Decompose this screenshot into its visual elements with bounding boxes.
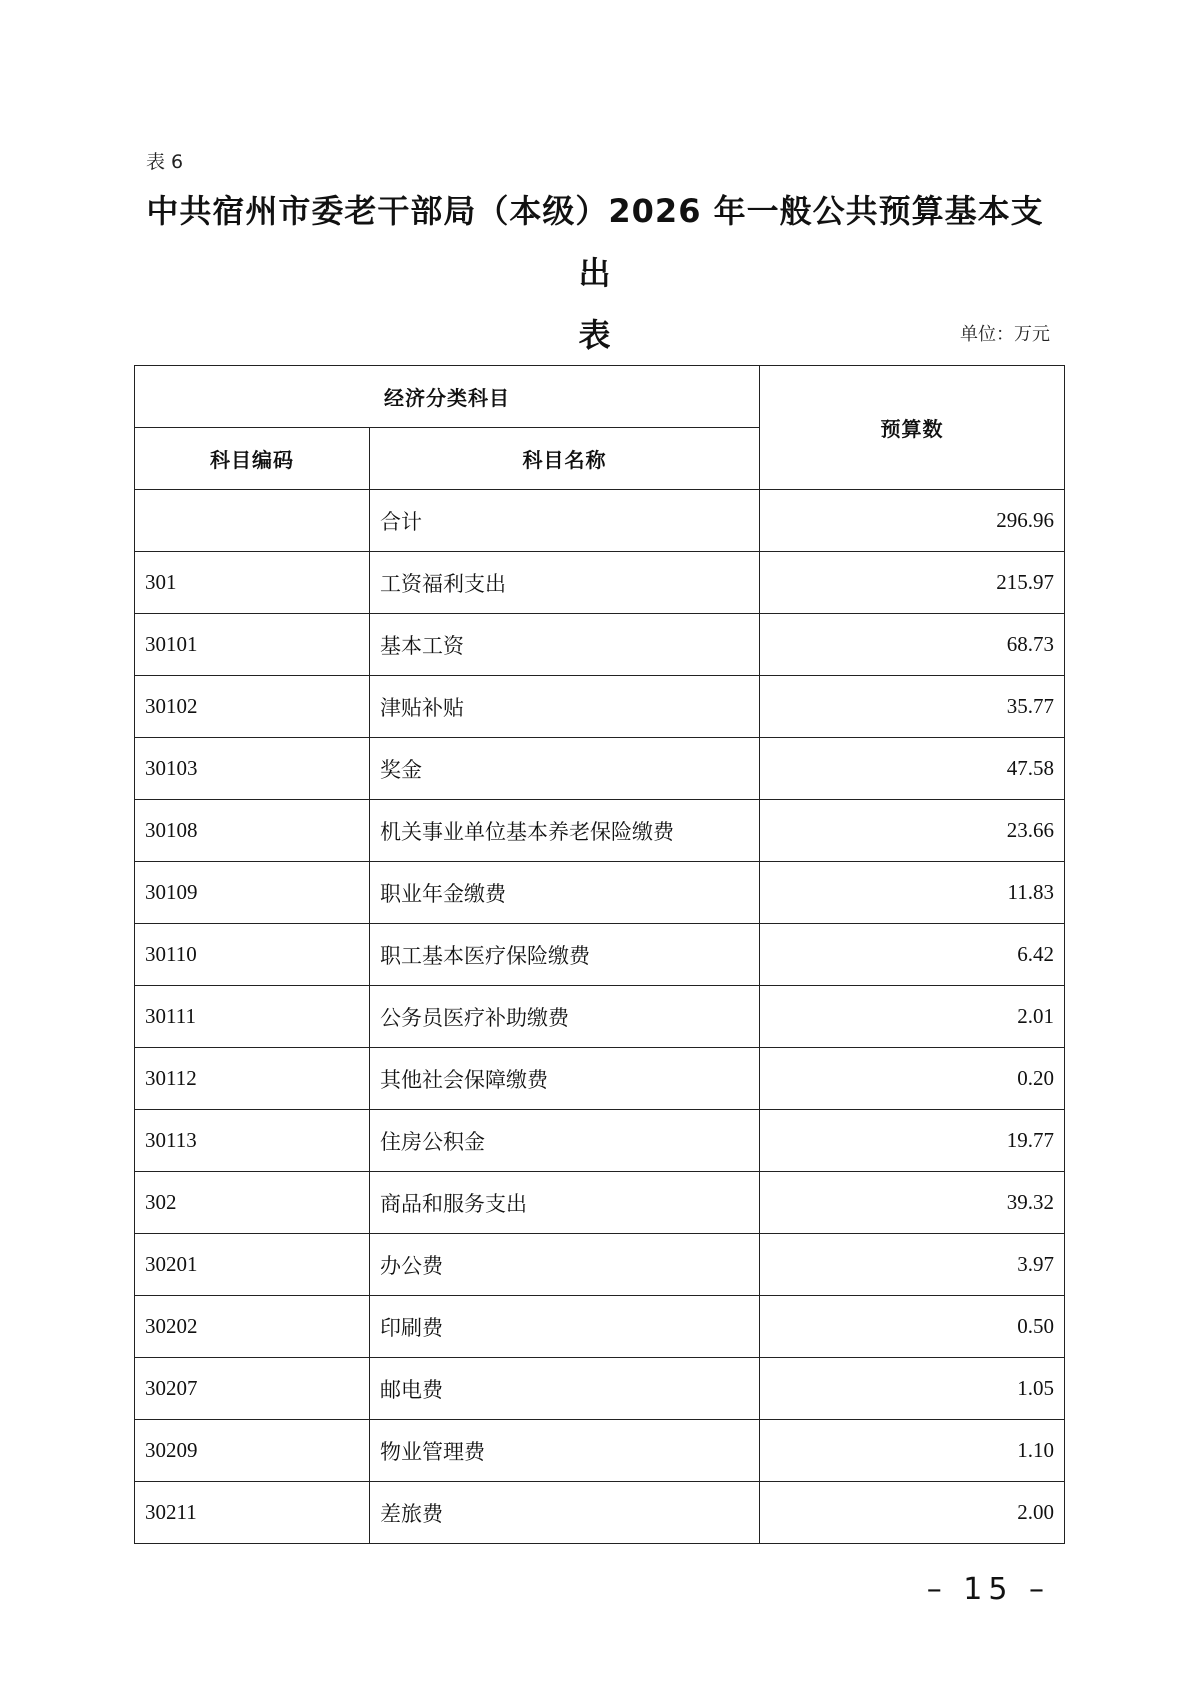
table-row bbox=[135, 1172, 1065, 1234]
table-label: 表 6 bbox=[146, 151, 184, 173]
budget-amount-cell: 215.97 bbox=[760, 552, 1065, 614]
subject-name-cell: 合计 bbox=[370, 490, 760, 552]
subject-code-cell: 301 bbox=[135, 552, 370, 614]
table-row bbox=[135, 1110, 1065, 1172]
subject-name-cell: 基本工资 bbox=[370, 614, 760, 676]
subject-name-cell: 邮电费 bbox=[370, 1358, 760, 1420]
subject-code-cell: 30202 bbox=[135, 1296, 370, 1358]
budget-amount-cell: 296.96 bbox=[760, 490, 1065, 552]
table-row bbox=[135, 738, 1065, 800]
subject-code-cell: 30101 bbox=[135, 614, 370, 676]
subject-name-cell: 公务员医疗补助缴费 bbox=[370, 986, 760, 1048]
subject-name-cell: 差旅费 bbox=[370, 1482, 760, 1544]
table-row bbox=[135, 1234, 1065, 1296]
budget-amount-header: 预算数 bbox=[760, 366, 1065, 490]
subject-code-cell: 30108 bbox=[135, 800, 370, 862]
subject-code-cell: 30201 bbox=[135, 1234, 370, 1296]
subject-name-cell: 其他社会保障缴费 bbox=[370, 1048, 760, 1110]
subject-code-cell: 30109 bbox=[135, 862, 370, 924]
subject-name-cell: 物业管理费 bbox=[370, 1420, 760, 1482]
budget-amount-cell: 47.58 bbox=[760, 738, 1065, 800]
subject-code-cell: 30207 bbox=[135, 1358, 370, 1420]
subject-code-cell: 30209 bbox=[135, 1420, 370, 1482]
table-row bbox=[135, 800, 1065, 862]
subject-code-header: 科目编码 bbox=[135, 428, 370, 490]
table-row bbox=[135, 862, 1065, 924]
table-row bbox=[135, 1358, 1065, 1420]
subject-name-cell: 奖金 bbox=[370, 738, 760, 800]
unit-label: 单位：万元 bbox=[960, 324, 1050, 345]
budget-table bbox=[134, 365, 1065, 1544]
budget-amount-cell: 68.73 bbox=[760, 614, 1065, 676]
budget-amount-cell: 1.10 bbox=[760, 1420, 1065, 1482]
subject-code-cell: 30111 bbox=[135, 986, 370, 1048]
document-title bbox=[130, 180, 1060, 366]
subject-name-cell: 工资福利支出 bbox=[370, 552, 760, 614]
budget-amount-cell: 2.01 bbox=[760, 986, 1065, 1048]
budget-amount-cell: 35.77 bbox=[760, 676, 1065, 738]
subject-code-cell: 30102 bbox=[135, 676, 370, 738]
budget-amount-cell: 11.83 bbox=[760, 862, 1065, 924]
economic-category-header: 经济分类科目 bbox=[135, 366, 760, 428]
budget-amount-cell: 6.42 bbox=[760, 924, 1065, 986]
subject-name-cell: 办公费 bbox=[370, 1234, 760, 1296]
budget-amount-cell: 39.32 bbox=[760, 1172, 1065, 1234]
table-row bbox=[135, 490, 1065, 552]
budget-amount-cell: 1.05 bbox=[760, 1358, 1065, 1420]
subject-name-cell: 住房公积金 bbox=[370, 1110, 760, 1172]
subject-code-cell: 30113 bbox=[135, 1110, 370, 1172]
table-row bbox=[135, 1048, 1065, 1110]
table-row bbox=[135, 924, 1065, 986]
budget-amount-cell: 0.20 bbox=[760, 1048, 1065, 1110]
subject-code-cell: 30112 bbox=[135, 1048, 370, 1110]
subject-name-header: 科目名称 bbox=[370, 428, 760, 490]
table-row bbox=[135, 1420, 1065, 1482]
table-row bbox=[135, 552, 1065, 614]
subject-code-cell: 30103 bbox=[135, 738, 370, 800]
budget-amount-cell: 3.97 bbox=[760, 1234, 1065, 1296]
page-number: – 15 – bbox=[926, 1572, 1050, 1607]
subject-name-cell: 商品和服务支出 bbox=[370, 1172, 760, 1234]
subject-code-cell: 302 bbox=[135, 1172, 370, 1234]
subject-name-cell: 职工基本医疗保险缴费 bbox=[370, 924, 760, 986]
subject-name-cell: 机关事业单位基本养老保险缴费 bbox=[370, 800, 760, 862]
subject-code-cell: 30211 bbox=[135, 1482, 370, 1544]
table-body bbox=[135, 490, 1065, 1544]
title-line-1: 中共宿州市委老干部局（本级）2026 年一般公共预算基本支出 bbox=[146, 192, 1044, 292]
table-row bbox=[135, 1296, 1065, 1358]
table-row bbox=[135, 676, 1065, 738]
header-row-1 bbox=[135, 366, 1065, 428]
subject-name-cell: 职业年金缴费 bbox=[370, 862, 760, 924]
subject-code-cell bbox=[135, 490, 370, 552]
subject-code-cell: 30110 bbox=[135, 924, 370, 986]
budget-amount-cell: 23.66 bbox=[760, 800, 1065, 862]
budget-amount-cell: 19.77 bbox=[760, 1110, 1065, 1172]
table-row bbox=[135, 614, 1065, 676]
table-row bbox=[135, 1482, 1065, 1544]
table-row bbox=[135, 986, 1065, 1048]
subject-name-cell: 印刷费 bbox=[370, 1296, 760, 1358]
subject-name-cell: 津贴补贴 bbox=[370, 676, 760, 738]
budget-amount-cell: 2.00 bbox=[760, 1482, 1065, 1544]
title-line-2: 表 bbox=[578, 316, 612, 354]
budget-amount-cell: 0.50 bbox=[760, 1296, 1065, 1358]
